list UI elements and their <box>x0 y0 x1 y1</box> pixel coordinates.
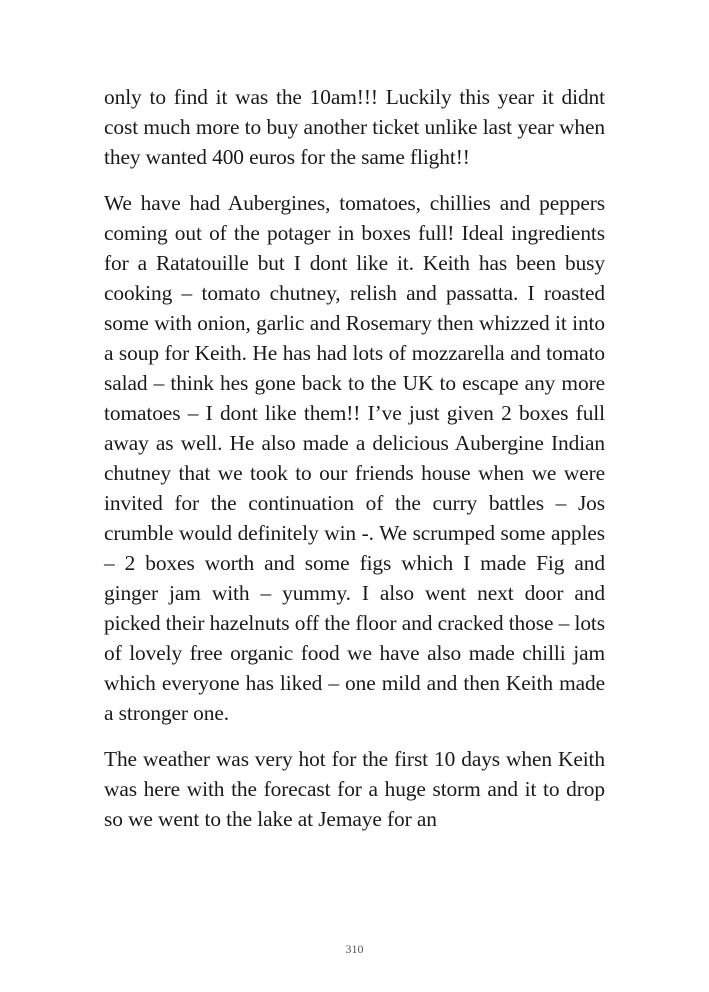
paragraph-3: The weather was very hot for the first 10 days when Keith was here with the forecast for a huge storm and it to drop so we went to the lake at Jemaye for an <box>104 747 605 831</box>
paragraph-2: We have had Aubergines, tomatoes, chillies and peppers coming out of the potager in boxes full! Ideal ingredients for a Ratatouille but I dont like it. Keith has been busy cooking – tomato chutney, relish and passatta. I roasted some with onion, garlic and Rosemary then whizzed it into a soup for Keith. He has had lots of mozzarella and tomato salad – think hes gone back to the UK to escape any more tomatoes – I dont like them!! I’ve just given 2 boxes full away as well. He also made a delicious Aubergine Indian chutney that we took to our friends house when we were invited for the continuation of the curry battles – Jos crumble would definitely win -. We scrumped some apples – 2 boxes worth and some figs which I made Fig and ginger jam with – yummy. I also went next door and picked their hazelnuts off the floor and cracked those – lots of lovely free organic food we have also made chilli jam which everyone has liked – one mild and then Keith made a stronger one. <box>104 191 605 725</box>
paragraph-1: only to find it was the 10am!!! Luckily this year it didnt cost much more to buy another ticket unlike last year when they wanted 400 euros for the same flight!! <box>104 85 605 169</box>
body-text <box>104 82 605 850</box>
page-number: 310 <box>345 942 364 956</box>
